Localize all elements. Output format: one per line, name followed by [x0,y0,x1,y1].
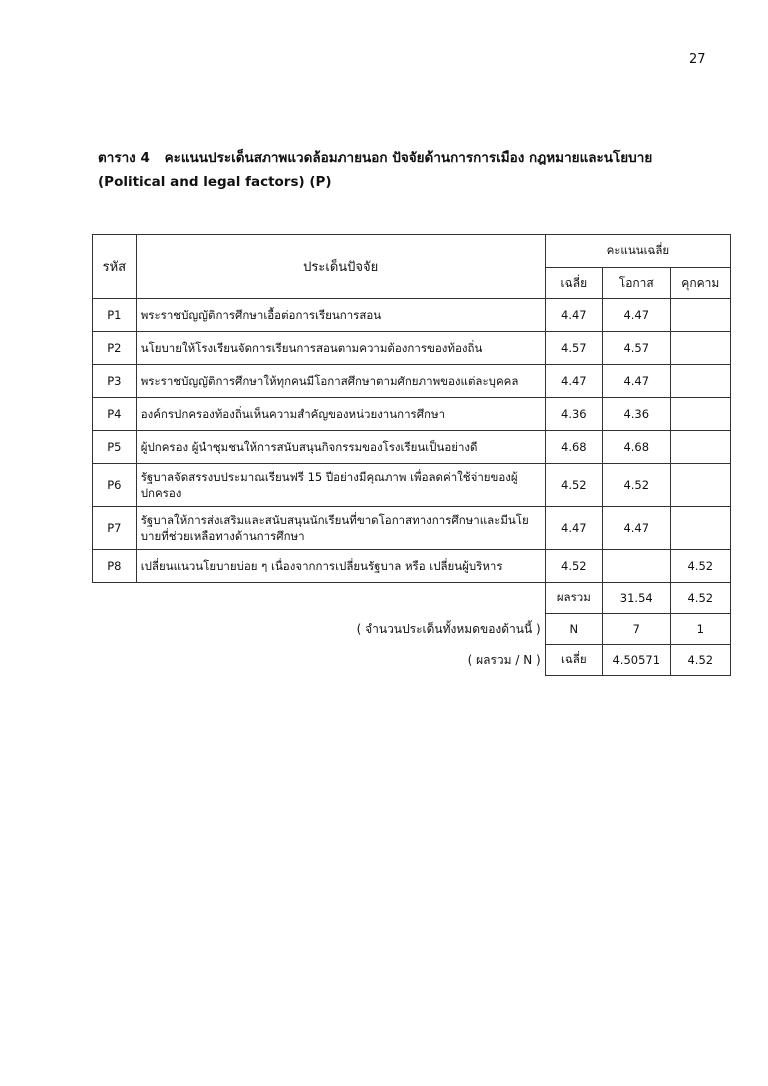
row-threat [670,299,730,332]
summary-label: ( จำนวนประเด็นทั้งหมดของด้านนี้ ) [356,621,541,636]
caption-label: ตาราง 4 [98,150,150,166]
table-row [93,550,731,583]
row-opportunity: 4.57 [602,332,670,365]
summary-row-count [93,614,731,645]
table-row [93,507,731,550]
row-factor: ผู้ปกครอง ผู้นำชุมชนให้การสนับสนุนกิจกรรมของโรงเรียนเป็นอย่างดี [136,431,545,464]
summary-spacer [93,645,137,676]
row-mean: 4.68 [545,431,602,464]
header-opportunity: โอกาส [602,268,670,299]
row-mean: 4.57 [545,332,602,365]
summary-opportunity: 4.50571 [602,645,670,676]
header-factor: ประเด็นปัจจัย [136,235,545,299]
summary-label: ( ผลรวม / N ) [467,652,541,667]
summary-threat: 4.52 [670,583,730,614]
row-threat [670,365,730,398]
row-code: P8 [93,550,137,583]
row-opportunity: 4.47 [602,365,670,398]
row-threat [670,464,730,507]
row-factor: พระราชบัญญัติการศึกษาให้ทุกคนมีโอกาสศึกษาตามศักยภาพของแต่ละบุคคล [136,365,545,398]
summary-opportunity: 7 [602,614,670,645]
row-code: P7 [93,507,137,550]
table-row [93,365,731,398]
summary-key: เฉลี่ย [545,645,602,676]
row-opportunity: 4.52 [602,464,670,507]
row-opportunity: 4.68 [602,431,670,464]
table-row [93,464,731,507]
summary-key: N [545,614,602,645]
row-factor: เปลี่ยนแนวนโยบายบ่อย ๆ เนื่องจากการเปลี่ยนรัฐบาล หรือ เปลี่ยนผู้บริหาร [136,550,545,583]
header-threat: คุกคาม [670,268,730,299]
score-table [92,234,731,676]
row-mean: 4.47 [545,507,602,550]
row-opportunity: 4.47 [602,299,670,332]
row-mean: 4.52 [545,550,602,583]
summary-key: ผลรวม [545,583,602,614]
row-code: P3 [93,365,137,398]
row-code: P1 [93,299,137,332]
header-average-score: คะแนนเฉลี่ย [545,235,730,268]
row-factor: พระราชบัญญัติการศึกษาเอื้อต่อการเรียนการสอน [136,299,545,332]
row-mean: 4.36 [545,398,602,431]
row-opportunity: 4.47 [602,507,670,550]
header-mean: เฉลี่ย [545,268,602,299]
summary-spacer [93,583,137,614]
row-threat [670,507,730,550]
row-threat: 4.52 [670,550,730,583]
summary-label [136,583,545,614]
table-row [93,332,731,365]
summary-threat: 1 [670,614,730,645]
header-code: รหัส [93,235,137,299]
summary-row-total [93,583,731,614]
page-number: 27 [689,52,706,67]
row-threat [670,398,730,431]
row-factor: รัฐบาลจัดสรรงบประมาณเรียนฟรี 15 ปีอย่างมีคุณภาพ เพื่อลดค่าใช้จ่ายของผู้ปกครอง [136,464,545,507]
row-opportunity: 4.36 [602,398,670,431]
row-mean: 4.52 [545,464,602,507]
row-code: P5 [93,431,137,464]
table-row [93,299,731,332]
row-code: P4 [93,398,137,431]
summary-spacer [93,614,137,645]
row-factor: องค์กรปกครองท้องถิ่นเห็นความสำคัญของหน่วยงานการศึกษา [136,398,545,431]
row-mean: 4.47 [545,299,602,332]
row-opportunity [602,550,670,583]
row-factor: นโยบายให้โรงเรียนจัดการเรียนการสอนตามความต้องการของท้องถิ่น [136,332,545,365]
caption-text: คะแนนประเด็นสภาพแวดล้อมภายนอก ปัจจัยด้านการการเมือง กฎหมายและนโยบาย (Political and legal factors) (P) [98,150,653,190]
row-threat [670,332,730,365]
row-code: P2 [93,332,137,365]
row-mean: 4.47 [545,365,602,398]
row-code: P6 [93,464,137,507]
row-threat [670,431,730,464]
table-caption [98,146,718,194]
table-row [93,398,731,431]
table-row [93,431,731,464]
summary-threat: 4.52 [670,645,730,676]
summary-opportunity: 31.54 [602,583,670,614]
summary-row-average [93,645,731,676]
header-row [93,235,731,268]
row-factor: รัฐบาลให้การส่งเสริมและสนับสนุนนักเรียนที่ขาดโอกาสทางการศึกษาและมีนโยบายที่ช่วยเหลือทางด้านการศึกษา [136,507,545,550]
